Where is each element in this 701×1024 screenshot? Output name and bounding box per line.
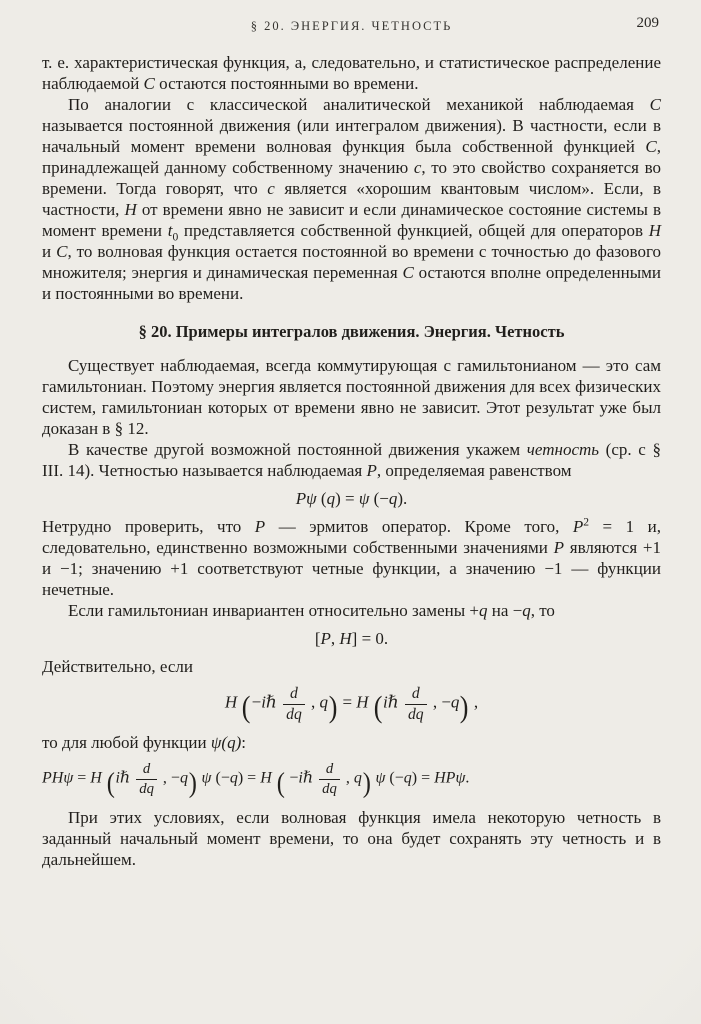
formula-parity-definition: Pψ (q) = ψ (−q). — [295, 489, 408, 508]
paragraph-4: В качестве другой возможной постоянной движения укажем четность (ср. с § III. 14). Четностью называется наблюдаемая P, определяемая равенством — [42, 440, 661, 480]
paragraph-7: Действительно, если — [42, 657, 193, 676]
formula-commutator: [P, H] = 0. — [314, 629, 389, 648]
paragraph-1: т. е. характеристическая функция, а, следовательно, и статистическое распределение наблюдаемой C остаются постоянными во времени. — [42, 53, 661, 93]
formula-hamiltonian-symmetry: H (−iℏ $\frac{d}{dq}$ , q) = H (iℏ $\frac{d}{dq}$ , −q) , — [224, 685, 479, 725]
paragraph-9: При этих условиях, если волновая функция имела некоторую четность в заданный начальный момент времени, то она будет сохранять эту четность и в дальнейшем. — [42, 807, 661, 869]
section-heading: § 20. Примеры интегралов движения. Энергия. Четность — [138, 322, 565, 341]
running-title: § 20. ЭНЕРГИЯ. ЧЕТНОСТЬ — [250, 19, 453, 33]
page-body — [42, 52, 661, 870]
paragraph-6: Если гамильтониан инвариантен относительно замены +q на −q, то — [68, 601, 555, 620]
paragraph-5: Нетрудно проверить, что P — эрмитов оператор. Кроме того, $P^2 = 1$ и, следовательно, единственно возможными собственными значениями P являются +1 и −1; значению +1 соответствуют четные функции, а значению −1 — функции нечетные. — [42, 515, 662, 599]
paragraph-2: По аналогии с классической аналитической механикой наблюдаемая C называется постоянной движения (или интегралом движения). В частности, если в начальный момент времени волновая функция была собственной функцией C, принадлежащей данному собственному значению c, то это свойство сохраняется во времени. Тогда говорят, что c является «хорошим квантовым числом». Если, в частности, H от времени явно не зависит и если динамическое состояние системы в момент времени $t_0$ представляется собственной функцией, общей для операторов H и C, то волновая функция остается постоянной во времени с точностью до фазового множителя; энергия и динамическая переменная C остаются вполне определенными и постоянными во времени. — [42, 95, 661, 303]
page-number: 209 — [636, 15, 659, 31]
paragraph-3: Существует наблюдаемая, всегда коммутирующая с гамильтонианом — это сам гамильтониан. Поэтому энергия является постоянной движения для всех физических систем, гамильтониан которых от времени явно не зависит. Этот результат уже был доказан в § 12. — [42, 356, 661, 438]
paragraph-8: то для любой функции ψ(q): — [42, 733, 246, 753]
page-header — [42, 16, 661, 34]
formula-parity-commutation-chain: PHψ = H (iℏ $\frac{d}{dq}$ , −q) ψ (−q) = H ( −iℏ $\frac{d}{dq}$ , q) ψ (−q) = HPψ. — [42, 761, 470, 799]
